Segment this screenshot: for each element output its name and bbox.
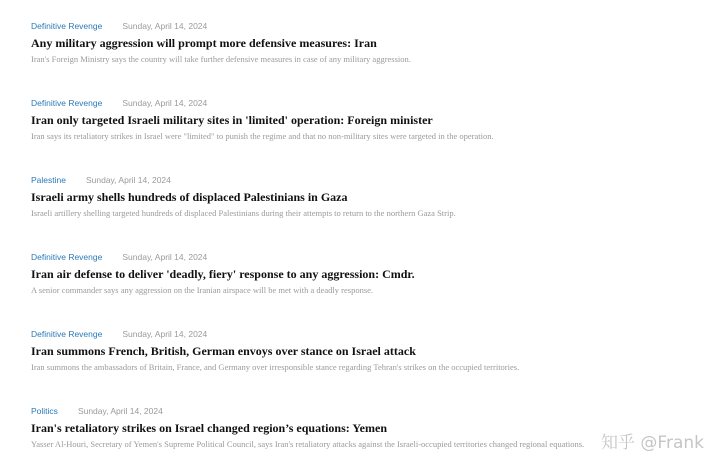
- watermark: 知乎 @Frank: [601, 433, 704, 453]
- headline-link[interactable]: Iran air defense to deliver 'deadly, fiery' response to any aggression: Cmdr.: [31, 267, 415, 281]
- publish-date: Sunday, April 14, 2024: [77, 406, 163, 416]
- summary-text: A senior commander says any aggression on the Iranian airspace will be met with a deadly response.: [31, 285, 374, 295]
- item-meta: [31, 18, 710, 32]
- news-item: [31, 172, 710, 219]
- publish-date: Sunday, April 14, 2024: [85, 175, 171, 185]
- news-item: [31, 326, 710, 373]
- category-link[interactable]: Politics: [31, 406, 58, 416]
- publish-date: Sunday, April 14, 2024: [122, 329, 208, 339]
- summary-text: Iran says its retaliatory strikes in Israel were "limited" to punish the regime and that no non-military sites were targeted in the operation.: [31, 131, 494, 141]
- category-link[interactable]: Definitive Revenge: [31, 329, 103, 339]
- item-meta: [31, 326, 710, 340]
- item-meta: [31, 95, 710, 109]
- category-link[interactable]: Palestine: [31, 175, 66, 185]
- category-link[interactable]: Definitive Revenge: [31, 252, 103, 262]
- summary-text: Iran's Foreign Ministry says the country will take further defensive measures in case of any military aggression.: [31, 54, 411, 64]
- publish-date: Sunday, April 14, 2024: [122, 21, 208, 31]
- item-meta: [31, 249, 710, 263]
- headline-link[interactable]: Israeli army shells hundreds of displaced Palestinians in Gaza: [31, 190, 348, 204]
- publish-date: Sunday, April 14, 2024: [122, 98, 208, 108]
- summary-text: Yasser Al-Houri, Secretary of Yemen's Supreme Political Council, says Iran's retaliatory attacks against the Israeli-occupied territories changed regional equations.: [31, 439, 585, 449]
- headline-link[interactable]: Iran only targeted Israeli military sites in 'limited' operation: Foreign minister: [31, 113, 433, 127]
- headline-link[interactable]: Any military aggression will prompt more defensive measures: Iran: [31, 36, 377, 50]
- summary-text: Iran summons the ambassadors of Britain, France, and Germany over irresponsible stance regarding Tehran's strikes on the occupied territories.: [31, 362, 520, 372]
- news-item: [31, 249, 710, 296]
- news-item: [31, 18, 710, 65]
- summary-text: Israeli artillery shelling targeted hundreds of displaced Palestinians during their attempts to return to the northern Gaza Strip.: [31, 208, 456, 218]
- headline-link[interactable]: Iran summons French, British, German envoys over stance on Israel attack: [31, 344, 416, 358]
- news-item: [31, 95, 710, 142]
- headline-link[interactable]: Iran's retaliatory strikes on Israel changed region’s equations: Yemen: [31, 421, 387, 435]
- category-link[interactable]: Definitive Revenge: [31, 21, 103, 31]
- item-meta: [31, 403, 710, 417]
- category-link[interactable]: Definitive Revenge: [31, 98, 103, 108]
- publish-date: Sunday, April 14, 2024: [122, 252, 208, 262]
- item-meta: [31, 172, 710, 186]
